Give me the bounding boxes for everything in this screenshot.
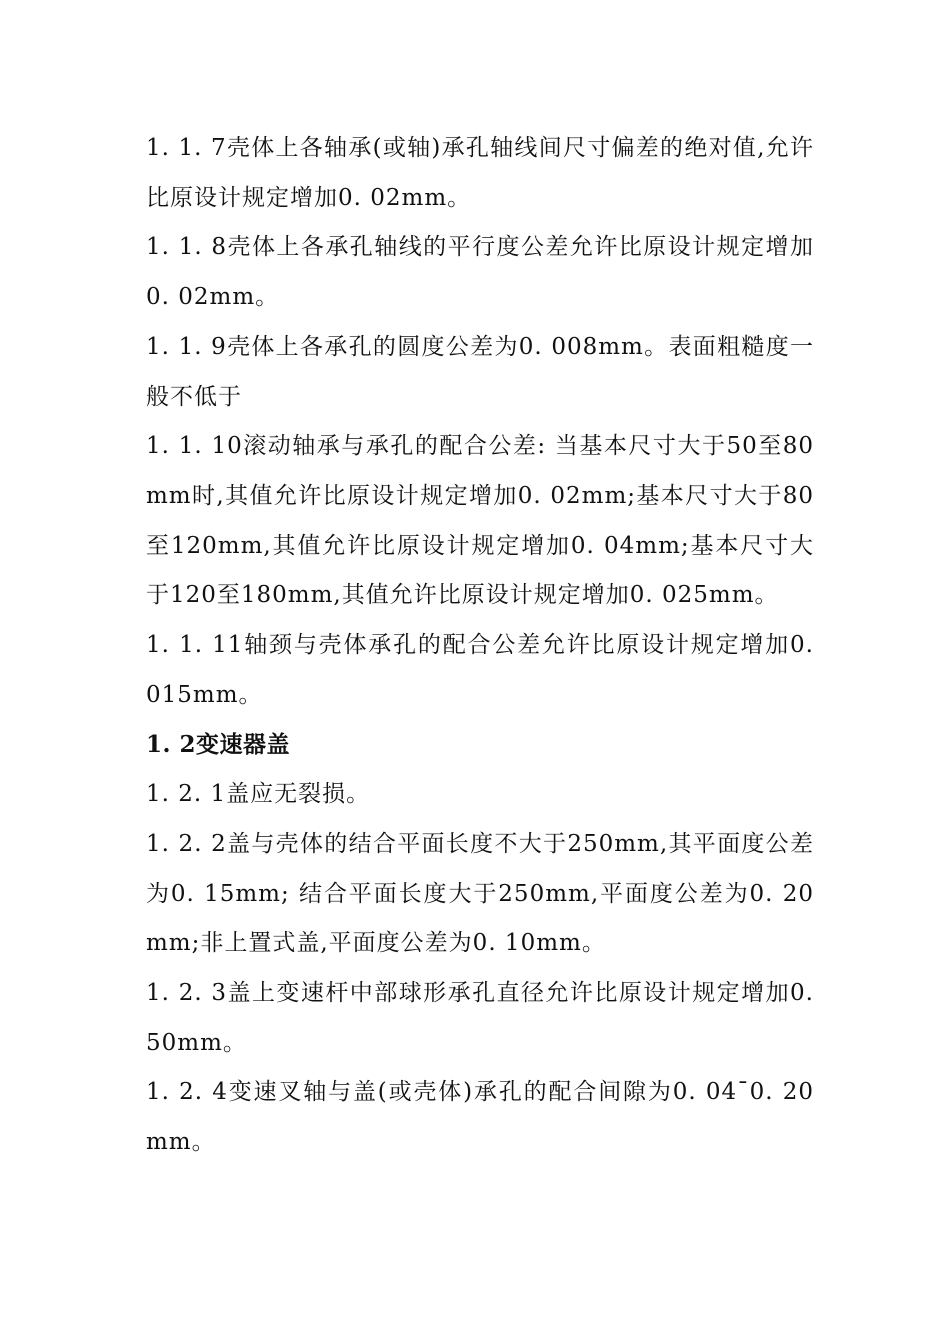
clause-1-2-2: 1. 2. 2盖与壳体的结合平面长度不大于250mm,其平面度公差为0. 15mm; 结合平面长度大于250mm,平面度公差为0. 20mm;非上置式盖,平面度公差为0. 10mm。 bbox=[146, 830, 814, 957]
document-page bbox=[146, 124, 814, 1168]
clause-1-2-1: 1. 2. 1盖应无裂损。 bbox=[146, 781, 371, 808]
clause-1-2-4: 1. 2. 4变速叉轴与盖(或壳体)承孔的配合间隙为0. 04¯0. 20mm。 bbox=[146, 1079, 814, 1156]
clause-1-1-10: 1. 1. 10滚动轴承与承孔的配合公差: 当基本尺寸大于50至80mm时,其值允许比原设计规定增加0. 02mm;基本尺寸大于80至120mm,其值允许比原设计规定增加0. 04mm;基本尺寸大于120至180mm,其值允许比原设计规定增加0. 025mm。 bbox=[146, 433, 814, 609]
clause-1-1-8: 1. 1. 8壳体上各承孔轴线的平行度公差允许比原设计规定增加0. 02mm。 bbox=[146, 234, 814, 311]
clause-1-1-11: 1. 1. 11轴颈与壳体承孔的配合公差允许比原设计规定增加0. 015mm。 bbox=[146, 632, 814, 708]
section-heading-1-2: 1. 2变速器盖 bbox=[146, 731, 291, 759]
clause-1-1-7: 1. 1. 7壳体上各轴承(或轴)承孔轴线间尺寸偏差的绝对值,允许比原设计规定增加0. 02mm。 bbox=[146, 135, 814, 211]
clause-1-2-3: 1. 2. 3盖上变速杆中部球形承孔直径允许比原设计规定增加0. 50mm。 bbox=[146, 979, 814, 1056]
clause-1-1-9: 1. 1. 9壳体上各承孔的圆度公差为0. 008mm。表面粗糙度一般不低于 bbox=[146, 333, 814, 410]
